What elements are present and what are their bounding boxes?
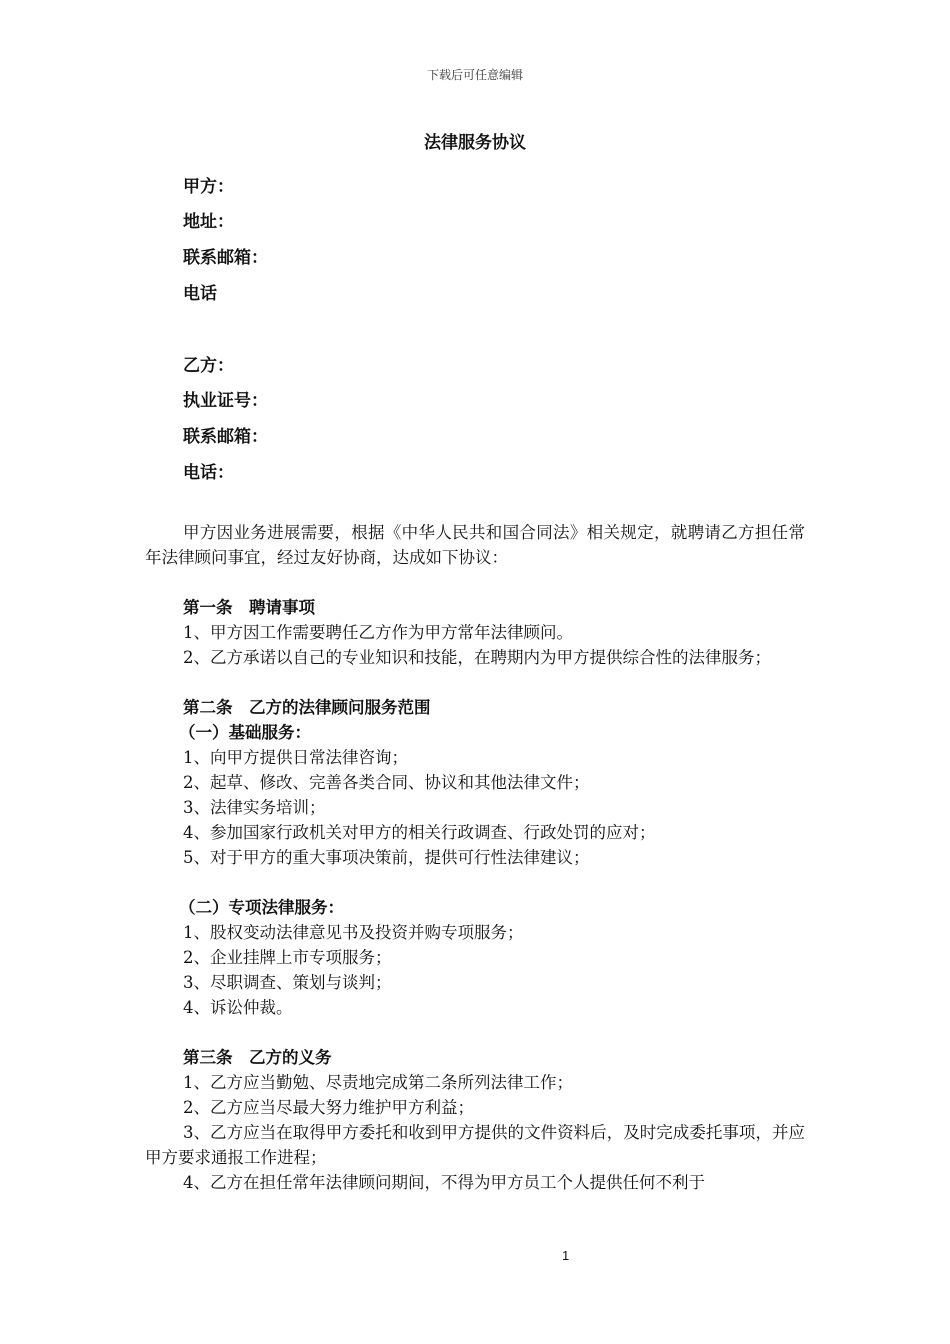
basic-services-heading: （一）基础服务： <box>179 723 311 742</box>
article-1-item: 2、乙方承诺以自己的专业知识和技能，在聘期内为甲方提供综合性的法律服务； <box>183 648 771 667</box>
party-b-label: 乙方： <box>183 356 234 376</box>
basic-service-item: 2、起草、修改、完善各类合同、协议和其他法律文件； <box>183 773 590 792</box>
special-service-item: 2、企业挂牌上市专项服务； <box>183 948 392 967</box>
party-a-email-label: 联系邮箱： <box>183 248 268 268</box>
article-3-item: 4、乙方在担任常年法律顾问期间，不得为甲方员工个人提供任何不利于 <box>183 1173 705 1192</box>
article-1-item: 1、甲方因工作需要聘任乙方作为甲方常年法律顾问。 <box>183 623 573 642</box>
article-3-item: 2、乙方应当尽最大努力维护甲方利益； <box>183 1098 474 1117</box>
basic-service-item: 1、向甲方提供日常法律咨询； <box>183 748 408 767</box>
document-title: 法律服务协议 <box>424 133 526 153</box>
special-service-item: 3、尽职调查、策划与谈判； <box>183 973 392 992</box>
special-service-item: 1、股权变动法律意见书及投资并购专项服务； <box>183 923 524 942</box>
article-3-heading: 第三条 乙方的义务 <box>183 1048 332 1067</box>
special-services-heading: （二）专项法律服务： <box>179 898 344 917</box>
article-2-heading: 第二条 乙方的法律顾问服务范围 <box>183 698 431 717</box>
article-3-item: 1、乙方应当勤勉、尽责地完成第二条所列法律工作； <box>183 1073 573 1092</box>
party-b-email-label: 联系邮箱： <box>183 427 268 447</box>
article-3-item: 3、乙方应当在取得甲方委托和收到甲方提供的文件资料后，及时完成委托事项，并应甲方要求通报工作进程； <box>145 1123 805 1167</box>
basic-service-item: 3、法律实务培训； <box>183 798 326 817</box>
party-a-address-label: 地址： <box>183 212 234 232</box>
party-b-license-label: 执业证号： <box>183 391 268 411</box>
party-a-phone-label: 电话 <box>183 284 217 304</box>
party-a-label: 甲方： <box>183 177 234 197</box>
party-b-phone-label: 电话： <box>183 463 234 483</box>
basic-service-item: 4、参加国家行政机关对甲方的相关行政调查、行政处罚的应对； <box>183 823 656 842</box>
article-1-heading: 第一条 聘请事项 <box>183 598 315 617</box>
special-service-item: 4、诉讼仲裁。 <box>183 998 293 1017</box>
basic-service-item: 5、对于甲方的重大事项决策前，提供可行性法律建议； <box>183 848 590 867</box>
page-number: 1 <box>562 1248 570 1263</box>
intro-paragraph: 甲方因业务进展需要，根据《中华人民共和国合同法》相关规定，就聘请乙方担任常年法律顾问事宜，经过友好协商，达成如下协议： <box>145 523 805 567</box>
header-note: 下载后可任意编辑 <box>426 68 523 82</box>
agreement-body <box>145 520 805 1195</box>
